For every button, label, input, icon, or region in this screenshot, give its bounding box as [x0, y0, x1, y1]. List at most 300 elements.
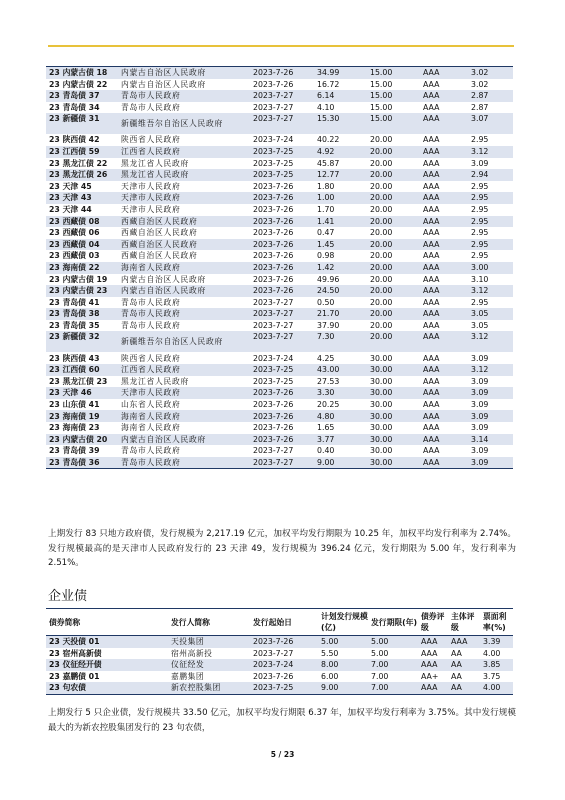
table-cell: 23 青岛债 35 [46, 320, 118, 332]
header-accent-line [48, 45, 514, 47]
table-cell: 23 嘉鹏债 01 [46, 671, 168, 683]
table-cell: 23 天津 45 [46, 181, 118, 193]
table-cell: AAA [420, 364, 468, 376]
table-cell: AAA [420, 90, 468, 102]
table-cell: AAA [420, 352, 468, 364]
table-cell: 30.00 [367, 399, 420, 411]
table-cell: AAA [420, 376, 468, 388]
table-cell: 1.65 [314, 422, 367, 434]
table-cell: 3.09 [468, 422, 513, 434]
table-row [46, 192, 513, 204]
table-cell: 23 海南债 23 [46, 422, 118, 434]
table-cell: 8.00 [318, 659, 368, 671]
table-cell: AAA [420, 192, 468, 204]
table-row [46, 671, 513, 683]
table-cell: 23 青岛债 34 [46, 102, 118, 114]
table-cell: 2023-7-26 [250, 250, 314, 262]
table-cell: 20.00 [367, 285, 420, 297]
table-header-row [46, 609, 513, 636]
table-cell: 2023-7-26 [250, 262, 314, 274]
table-cell: 2.95 [468, 192, 513, 204]
table-cell: AAA [420, 134, 468, 146]
table-cell: 2023-7-26 [250, 422, 314, 434]
table-row [46, 376, 513, 388]
table-cell: 23 内蒙古债 18 [46, 67, 118, 79]
table-cell: 3.09 [468, 399, 513, 411]
table-cell: 1.00 [314, 192, 367, 204]
table-row [46, 158, 513, 170]
table-cell: AAA [420, 169, 468, 181]
table-cell: 4.25 [314, 352, 367, 364]
table-row [46, 204, 513, 216]
table-cell: 1.45 [314, 239, 367, 251]
table-cell: 15.00 [367, 102, 420, 114]
table-cell: 2023-7-27 [250, 331, 314, 352]
table-cell: AAA [420, 445, 468, 457]
table-row [46, 285, 513, 297]
table-cell: 12.77 [314, 169, 367, 181]
table-cell: 3.02 [468, 79, 513, 91]
table-cell: 23 西藏债 04 [46, 239, 118, 251]
table-cell: 2023-7-27 [250, 445, 314, 457]
table-cell: 30.00 [367, 445, 420, 457]
table-cell: 23 西藏债 06 [46, 227, 118, 239]
table-cell: 内蒙古自治区人民政府 [118, 67, 250, 79]
table-cell: AAA [420, 308, 468, 320]
table-row [46, 331, 513, 352]
table-cell: 23 内蒙古债 20 [46, 434, 118, 446]
table-cell: 23 陕西债 42 [46, 134, 118, 146]
table-cell: 内蒙古自治区人民政府 [118, 434, 250, 446]
local-government-bond-summary: 上期发行 83 只地方政府债，发行规模为 2,217.19 亿元，加权平均发行期限为 10.25 年，加权平均发行利率为 2.74%。发行规模最高的是天津市人民政府发行的 23 天津 49，发行规模为 396.24 亿元，发行期限为 5.00 年，发行利率为 2.51%。 [48, 529, 516, 568]
column-header: 主体评级 [448, 609, 480, 636]
table-cell: 3.39 [480, 636, 513, 648]
table-cell: 2023-7-26 [250, 239, 314, 251]
table-cell: 新疆维吾尔自治区人民政府 [118, 113, 250, 134]
table-cell: AAA [420, 387, 468, 399]
table-cell: 15.00 [367, 113, 420, 134]
table-cell: 2023-7-26 [250, 204, 314, 216]
table-cell: 内蒙古自治区人民政府 [118, 274, 250, 286]
table-cell: 1.42 [314, 262, 367, 274]
table-cell: 23 江西债 60 [46, 364, 118, 376]
table-cell: 3.07 [468, 113, 513, 134]
table-cell: 青岛市人民政府 [118, 90, 250, 102]
table-cell: 0.50 [314, 297, 367, 309]
table-cell: 37.90 [314, 320, 367, 332]
table-row [46, 682, 513, 694]
table-row [46, 146, 513, 158]
table-cell: 江西省人民政府 [118, 146, 250, 158]
table-cell: 2.95 [468, 297, 513, 309]
table-cell: 20.00 [367, 181, 420, 193]
table-cell: 西藏自治区人民政府 [118, 239, 250, 251]
table-cell: 27.53 [314, 376, 367, 388]
table-cell: 嘉鹏集团 [168, 671, 250, 683]
table-cell: 23 内蒙古债 19 [46, 274, 118, 286]
table-cell: AAA [420, 239, 468, 251]
table-cell: 30.00 [367, 434, 420, 446]
column-header: 票面利率(%) [480, 609, 513, 636]
table-cell: AAA [420, 79, 468, 91]
table-row [46, 102, 513, 114]
table-cell: 2023-7-26 [250, 227, 314, 239]
table-row [46, 297, 513, 309]
table-cell: 23 江西债 59 [46, 146, 118, 158]
table-cell: 青岛市人民政府 [118, 457, 250, 469]
table-cell: AAA [420, 102, 468, 114]
table-cell: 23 青岛债 38 [46, 308, 118, 320]
table-cell: 西藏自治区人民政府 [118, 250, 250, 262]
table-cell: 20.00 [367, 204, 420, 216]
table-cell: 30.00 [367, 364, 420, 376]
table-cell: 5.00 [368, 636, 418, 648]
table-cell: 20.00 [367, 134, 420, 146]
table-cell: 2023-7-26 [250, 216, 314, 228]
table-cell: 2.95 [468, 181, 513, 193]
table-cell: 宿州高新投 [168, 648, 250, 660]
table-cell: 7.00 [368, 671, 418, 683]
table-cell: 2023-7-26 [250, 67, 314, 79]
table-cell: 6.14 [314, 90, 367, 102]
table-cell: AAA [420, 216, 468, 228]
table-cell: 20.00 [367, 158, 420, 170]
table-cell: AAA [420, 399, 468, 411]
table-cell: 4.00 [480, 682, 513, 694]
table-cell: 2.95 [468, 204, 513, 216]
table-cell: AAA [420, 113, 468, 134]
column-header: 计划发行规模(亿) [318, 609, 368, 636]
table-cell: 3.30 [314, 387, 367, 399]
table-cell: AAA [420, 181, 468, 193]
table-cell: AAA [418, 659, 448, 671]
table-cell: 3.09 [468, 376, 513, 388]
table-cell: 20.25 [314, 399, 367, 411]
table-row [46, 352, 513, 364]
table-cell: 23 新疆债 32 [46, 331, 118, 352]
table-row [46, 457, 513, 469]
table-cell: 23 青岛债 37 [46, 90, 118, 102]
table-cell: 天津市人民政府 [118, 387, 250, 399]
table-cell: AAA [420, 422, 468, 434]
table-cell: 23 天津 44 [46, 204, 118, 216]
table-cell: 2023-7-25 [250, 158, 314, 170]
table-cell: 7.30 [314, 331, 367, 352]
table-cell: AA [448, 659, 480, 671]
table-cell: 内蒙古自治区人民政府 [118, 285, 250, 297]
table-cell: 2023-7-24 [250, 352, 314, 364]
table-cell: AA [448, 648, 480, 660]
table-row [46, 113, 513, 134]
table-cell: 4.92 [314, 146, 367, 158]
table-cell: 天津市人民政府 [118, 192, 250, 204]
table-cell: 3.09 [468, 457, 513, 469]
table-cell: 3.10 [468, 274, 513, 286]
page-number: 5 / 23 [270, 750, 295, 759]
table-cell: 20.00 [367, 331, 420, 352]
table-cell: 2023-7-25 [250, 364, 314, 376]
table-cell: AAA [420, 250, 468, 262]
table-cell: 2023-7-25 [250, 146, 314, 158]
table-cell: 23 青岛债 36 [46, 457, 118, 469]
table-cell: 海南省人民政府 [118, 422, 250, 434]
table-cell: 20.00 [367, 250, 420, 262]
table-cell: AAA [420, 158, 468, 170]
table-cell: AAA [420, 67, 468, 79]
table-cell: 3.05 [468, 308, 513, 320]
table-row [46, 364, 513, 376]
table-cell: 2.95 [468, 239, 513, 251]
table-cell: 海南省人民政府 [118, 262, 250, 274]
table-row [46, 134, 513, 146]
table-cell: 黑龙江省人民政府 [118, 158, 250, 170]
table-cell: 2023-7-25 [250, 376, 314, 388]
table-cell: 2023-7-27 [250, 308, 314, 320]
table-cell: 2023-7-24 [250, 659, 318, 671]
table-cell: AAA [418, 636, 448, 648]
table-cell: 3.77 [314, 434, 367, 446]
table-cell: 2023-7-26 [250, 79, 314, 91]
table-cell: 34.99 [314, 67, 367, 79]
table-cell: 2023-7-26 [250, 274, 314, 286]
table-cell: 20.00 [367, 274, 420, 286]
table-cell: AA [448, 671, 480, 683]
table-row [46, 659, 513, 671]
table-cell: 23 内蒙古债 22 [46, 79, 118, 91]
table-cell: 23 宿州高新债 [46, 648, 168, 660]
table-cell: 青岛市人民政府 [118, 297, 250, 309]
table-cell: 5.00 [318, 636, 368, 648]
table-cell: AA+ [418, 671, 448, 683]
table-cell: 23 仪征经开债 [46, 659, 168, 671]
table-cell: 3.12 [468, 364, 513, 376]
table-cell: 4.10 [314, 102, 367, 114]
table-cell: 6.00 [318, 671, 368, 683]
table-cell: AAA [420, 146, 468, 158]
table-cell: 23 黑龙江债 26 [46, 169, 118, 181]
table-cell: AAA [418, 648, 448, 660]
table-cell: 30.00 [367, 376, 420, 388]
table-cell: 23 天投债 01 [46, 636, 168, 648]
table-row [46, 250, 513, 262]
table-cell: 23 西藏债 03 [46, 250, 118, 262]
table-row [46, 648, 513, 660]
table-cell: AAA [420, 434, 468, 446]
table-cell: 3.75 [480, 671, 513, 683]
table-cell: 2023-7-26 [250, 636, 318, 648]
table-cell: 20.00 [367, 320, 420, 332]
table-cell: 20.00 [367, 239, 420, 251]
table-cell: 23 内蒙古债 23 [46, 285, 118, 297]
table-cell: 7.00 [368, 659, 418, 671]
table-cell: 20.00 [367, 192, 420, 204]
table-cell: 陕西省人民政府 [118, 352, 250, 364]
table-row [46, 308, 513, 320]
table-cell: AAA [420, 204, 468, 216]
table-cell: 0.47 [314, 227, 367, 239]
table-cell: 3.09 [468, 387, 513, 399]
column-header: 发行期限(年) [368, 609, 418, 636]
table-cell: 43.00 [314, 364, 367, 376]
table-cell: 1.41 [314, 216, 367, 228]
table-cell: 2023-7-27 [250, 457, 314, 469]
table-cell: 海南省人民政府 [118, 410, 250, 422]
table-cell: 2023-7-27 [250, 102, 314, 114]
table-row [46, 239, 513, 251]
table-cell: 23 新疆债 31 [46, 113, 118, 134]
table-cell: 23 青岛债 41 [46, 297, 118, 309]
table-cell: AAA [420, 262, 468, 274]
table-cell: 23 海南债 19 [46, 410, 118, 422]
table-cell: 3.14 [468, 434, 513, 446]
table-row [46, 67, 513, 79]
table-cell: 2023-7-26 [250, 671, 318, 683]
table-cell: 2023-7-26 [250, 285, 314, 297]
table-cell: 2023-7-27 [250, 113, 314, 134]
table-cell: 3.00 [468, 262, 513, 274]
table-cell: 23 山东债 41 [46, 399, 118, 411]
table-cell: 49.96 [314, 274, 367, 286]
table-cell: 3.09 [468, 158, 513, 170]
table-row [46, 216, 513, 228]
table-cell: 3.09 [468, 352, 513, 364]
table-cell: 3.09 [468, 410, 513, 422]
table-row [46, 79, 513, 91]
table-cell: 20.00 [367, 146, 420, 158]
table-cell: 5.50 [318, 648, 368, 660]
table-cell: 20.00 [367, 297, 420, 309]
table-cell: 陕西省人民政府 [118, 134, 250, 146]
table-cell: 3.12 [468, 146, 513, 158]
table-cell: 2023-7-25 [250, 169, 314, 181]
table-cell: 30.00 [367, 352, 420, 364]
table-cell: 2023-7-25 [250, 682, 318, 694]
table-cell: 1.80 [314, 181, 367, 193]
table-cell: 2023-7-26 [250, 399, 314, 411]
table-cell: 15.00 [367, 67, 420, 79]
table-cell: 23 陕西债 43 [46, 352, 118, 364]
table-cell: AAA [420, 410, 468, 422]
table-cell: 0.40 [314, 445, 367, 457]
table-row [46, 434, 513, 446]
table-cell: 20.00 [367, 216, 420, 228]
table-cell: 2023-7-27 [250, 648, 318, 660]
table-row [46, 410, 513, 422]
table-cell: 2.95 [468, 134, 513, 146]
table-cell: 5.00 [368, 648, 418, 660]
table-cell: 天投集团 [168, 636, 250, 648]
table-cell: 23 天津 43 [46, 192, 118, 204]
table-cell: 23 句农债 [46, 682, 168, 694]
table-cell: 23 西藏债 08 [46, 216, 118, 228]
table-cell: 20.00 [367, 227, 420, 239]
table-row [46, 445, 513, 457]
table-cell: 20.00 [367, 169, 420, 181]
table-cell: 青岛市人民政府 [118, 320, 250, 332]
table-cell: 2.95 [468, 250, 513, 262]
table-cell: 15.00 [367, 90, 420, 102]
table-cell: AA [448, 682, 480, 694]
table-cell: 23 海南债 22 [46, 262, 118, 274]
table-cell: 4.00 [480, 648, 513, 660]
table-cell: AAA [420, 227, 468, 239]
section-title-enterprise-bonds: 企业债 [48, 589, 88, 604]
table-cell: 20.00 [367, 262, 420, 274]
table-cell: 40.22 [314, 134, 367, 146]
table-cell: 2023-7-27 [250, 90, 314, 102]
table-cell: AAA [420, 457, 468, 469]
table-cell: 2023-7-24 [250, 134, 314, 146]
table-cell: 3.05 [468, 320, 513, 332]
table-cell: 15.30 [314, 113, 367, 134]
table-cell: AAA [448, 636, 480, 648]
table-cell: AAA [420, 285, 468, 297]
table-cell: 青岛市人民政府 [118, 102, 250, 114]
table-cell: AAA [420, 297, 468, 309]
table-cell: 45.87 [314, 158, 367, 170]
column-header: 发行人简称 [168, 609, 250, 636]
table-cell: 黑龙江省人民政府 [118, 169, 250, 181]
table-cell: 天津市人民政府 [118, 204, 250, 216]
column-header: 债券简称 [46, 609, 168, 636]
table-row [46, 262, 513, 274]
table-cell: 山东省人民政府 [118, 399, 250, 411]
table-cell: 3.09 [468, 445, 513, 457]
table-cell: 2.95 [468, 227, 513, 239]
table-cell: 2023-7-27 [250, 320, 314, 332]
table-cell: 20.00 [367, 308, 420, 320]
table-cell: AAA [418, 682, 448, 694]
table-row [46, 90, 513, 102]
table-cell: 24.50 [314, 285, 367, 297]
table-cell: 23 天津 46 [46, 387, 118, 399]
table-cell: 3.12 [468, 285, 513, 297]
table-cell: 30.00 [367, 457, 420, 469]
table-row [46, 636, 513, 648]
table-cell: 2.95 [468, 216, 513, 228]
table-cell: 2023-7-26 [250, 410, 314, 422]
table-cell: 9.00 [314, 457, 367, 469]
table-cell: 0.98 [314, 250, 367, 262]
table-cell: 23 黑龙江债 23 [46, 376, 118, 388]
table-cell: 30.00 [367, 422, 420, 434]
table-cell: 3.85 [480, 659, 513, 671]
enterprise-bond-summary: 上期发行 5 只企业债，发行规模共 33.50 亿元，加权平均发行期限 6.37 年，加权平均发行利率为 3.75%。其中发行规模最大的为新农控股集团发行的 23 句农债， [48, 708, 516, 733]
table-cell: 2023-7-27 [250, 297, 314, 309]
table-row [46, 181, 513, 193]
table-cell: 新农控股集团 [168, 682, 250, 694]
table-cell: 23 青岛债 39 [46, 445, 118, 457]
table-cell: 9.00 [318, 682, 368, 694]
table-cell: 15.00 [367, 79, 420, 91]
table-cell: 1.70 [314, 204, 367, 216]
enterprise-bond-table [46, 608, 513, 695]
table-cell: AAA [420, 331, 468, 352]
table-row [46, 387, 513, 399]
table-cell: 青岛市人民政府 [118, 445, 250, 457]
table-cell: 新疆维吾尔自治区人民政府 [118, 331, 250, 352]
local-government-bond-table [46, 66, 513, 469]
table-cell: 江西省人民政府 [118, 364, 250, 376]
table-row [46, 274, 513, 286]
table-cell: 西藏自治区人民政府 [118, 216, 250, 228]
table-cell: 2.87 [468, 102, 513, 114]
table-cell: 4.80 [314, 410, 367, 422]
table-cell: 2023-7-26 [250, 434, 314, 446]
table-cell: 2.87 [468, 90, 513, 102]
table-cell: AAA [420, 274, 468, 286]
table-cell: 2.94 [468, 169, 513, 181]
